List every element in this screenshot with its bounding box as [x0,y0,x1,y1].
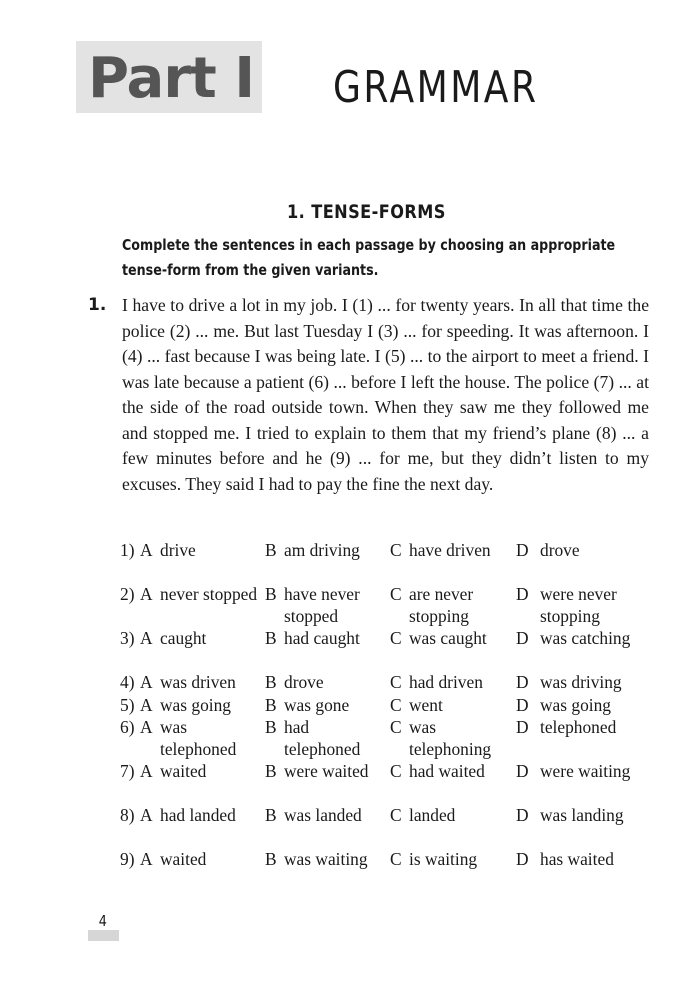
option-b[interactable] [265,695,389,717]
option-c[interactable] [390,849,514,871]
option-text: had telephoned [284,717,361,759]
option-c[interactable] [390,628,514,650]
option-row [120,628,650,671]
option-b[interactable] [265,805,389,827]
option-number: 3) [120,628,135,648]
option-text: caught [160,628,207,648]
part-label-box [76,41,262,113]
option-b[interactable] [265,584,389,627]
option-letter: C [390,672,402,692]
option-letter: C [390,849,402,869]
option-letter: B [265,849,277,869]
option-text: was telephoning [409,717,492,759]
option-letter: A [140,628,153,648]
option-b[interactable] [265,628,389,650]
option-letter: A [140,717,153,737]
option-number: 9) [120,849,135,869]
option-letter: D [516,761,529,781]
option-a[interactable] [140,695,260,717]
option-a[interactable] [140,628,260,650]
option-d[interactable] [516,805,650,827]
option-text: drove [284,672,324,692]
option-text: had driven [409,672,483,692]
page-number: 4 [98,912,107,930]
option-letter: D [516,584,529,604]
option-a[interactable] [140,584,260,606]
option-text: was waiting [284,849,368,869]
option-b[interactable] [265,672,389,694]
option-text: had waited [409,761,485,781]
option-letter: D [516,717,529,737]
option-letter: D [516,672,529,692]
option-b[interactable] [265,849,389,871]
option-letter: C [390,584,402,604]
option-d[interactable] [516,672,650,694]
option-text: are never stopping [409,584,474,626]
section-title [0,199,700,225]
option-row [120,584,650,627]
option-letter: A [140,672,153,692]
option-text: waited [160,849,207,869]
option-letter: C [390,628,402,648]
option-number: 8) [120,805,135,825]
option-b[interactable] [265,540,389,562]
option-letter: B [265,717,277,737]
option-text: were waited [284,761,369,781]
option-row [120,761,650,804]
option-d[interactable] [516,761,650,783]
option-d[interactable] [516,584,650,627]
option-text: had caught [284,628,360,648]
option-letter: A [140,694,153,715]
option-letter: A [140,540,153,560]
option-b[interactable] [265,717,389,760]
option-letter: A [140,805,153,825]
option-text: have driven [409,540,491,560]
option-c[interactable] [390,584,514,627]
option-letter: C [390,805,402,825]
option-text: was catching [540,628,631,648]
option-text: drive [160,540,196,560]
option-row [120,849,650,892]
option-a[interactable] [140,761,260,783]
option-letter: D [516,628,529,648]
option-text: was gone [284,694,350,715]
option-a[interactable] [140,805,260,827]
option-text: was driving [540,672,622,692]
option-number: 4) [120,672,135,692]
option-letter: D [516,849,529,869]
option-text: went [409,694,443,715]
option-text: never stopped [160,584,258,604]
option-number: 2) [120,584,135,604]
chapter-title: GRAMMAR [333,62,539,113]
option-letter: B [265,540,277,560]
option-text: was driven [160,672,236,692]
option-a[interactable] [140,849,260,871]
option-text: landed [409,805,456,825]
option-c[interactable] [390,540,514,562]
option-letter: B [265,761,277,781]
option-letter: C [390,717,402,737]
option-text: was telephoned [160,717,237,759]
exercise-number: 1. [88,295,107,315]
option-letter: A [140,849,153,869]
option-text: am driving [284,540,360,560]
option-number: 1) [120,540,135,560]
option-letter: D [516,540,529,560]
option-d[interactable] [516,628,650,650]
option-c[interactable] [390,695,514,717]
option-a[interactable] [140,540,260,562]
option-text: was going [160,694,232,715]
option-letter: B [265,628,277,648]
answer-options [120,540,650,892]
option-text: telephoned [540,717,617,737]
page-number-bar [88,930,119,941]
option-d[interactable] [516,695,650,717]
option-c[interactable] [390,805,514,827]
option-text: have never stopped [284,584,360,626]
option-letter: A [140,761,153,781]
option-text: had landed [160,805,236,825]
option-d[interactable] [516,717,650,739]
option-text: is waiting [409,849,478,869]
option-c[interactable] [390,717,514,760]
option-letter: C [390,694,402,715]
option-row [120,695,650,717]
option-letter: B [265,805,277,825]
option-number: 7) [120,761,135,781]
option-letter: C [390,540,402,560]
option-c[interactable] [390,672,514,694]
part-label: Part I [88,46,255,111]
option-text: were never stopping [540,584,617,626]
option-text: drove [540,540,580,560]
option-letter: B [265,584,277,604]
option-text: was going [540,694,612,715]
option-text: was caught [409,628,487,648]
option-d[interactable] [516,849,650,871]
option-row [120,805,650,848]
option-letter: D [516,694,529,715]
option-b[interactable] [265,761,389,783]
option-text: has waited [540,849,614,869]
option-text: was landing [540,805,624,825]
exercise-passage: I have to drive a lot in my job. I (1) ... for twenty years. In all that time the police (2) ... me. But last Tuesday I (3) ... for speeding. It was afternoon. I (4) ... fast because I was being late. I (5) ... to the airport to meet a friend. I was late because a patient (6) ... before I left the house. The police (7) ... at the side of the road outside town. When they saw me they followed me and stopped me. I tried to explain to them that my friend’s plane (8) ... a few minutes before and he (9) ... for me, but they didn’t listen to my excuses. They said I had to pay the fine the next day. [122,295,649,494]
instruction-text: Complete the sentences in each passage by choosing an appropriate tense-form from the given variants. [122,236,616,279]
option-letter: D [516,805,529,825]
option-row [120,717,650,760]
section-title-text: 1. TENSE-FORMS [286,201,446,223]
option-d[interactable] [516,540,650,562]
option-row [120,672,650,694]
option-letter: C [390,761,402,781]
option-a[interactable] [140,672,260,694]
option-letter: A [140,584,153,604]
option-row [120,540,650,583]
option-letter: B [265,694,277,715]
option-text: waited [160,761,207,781]
option-a[interactable] [140,717,260,760]
option-number: 6) [120,717,135,737]
option-letter: B [265,672,277,692]
option-text: were waiting [540,761,631,781]
option-number: 5) [120,694,135,715]
option-text: was landed [284,805,362,825]
option-c[interactable] [390,761,514,783]
